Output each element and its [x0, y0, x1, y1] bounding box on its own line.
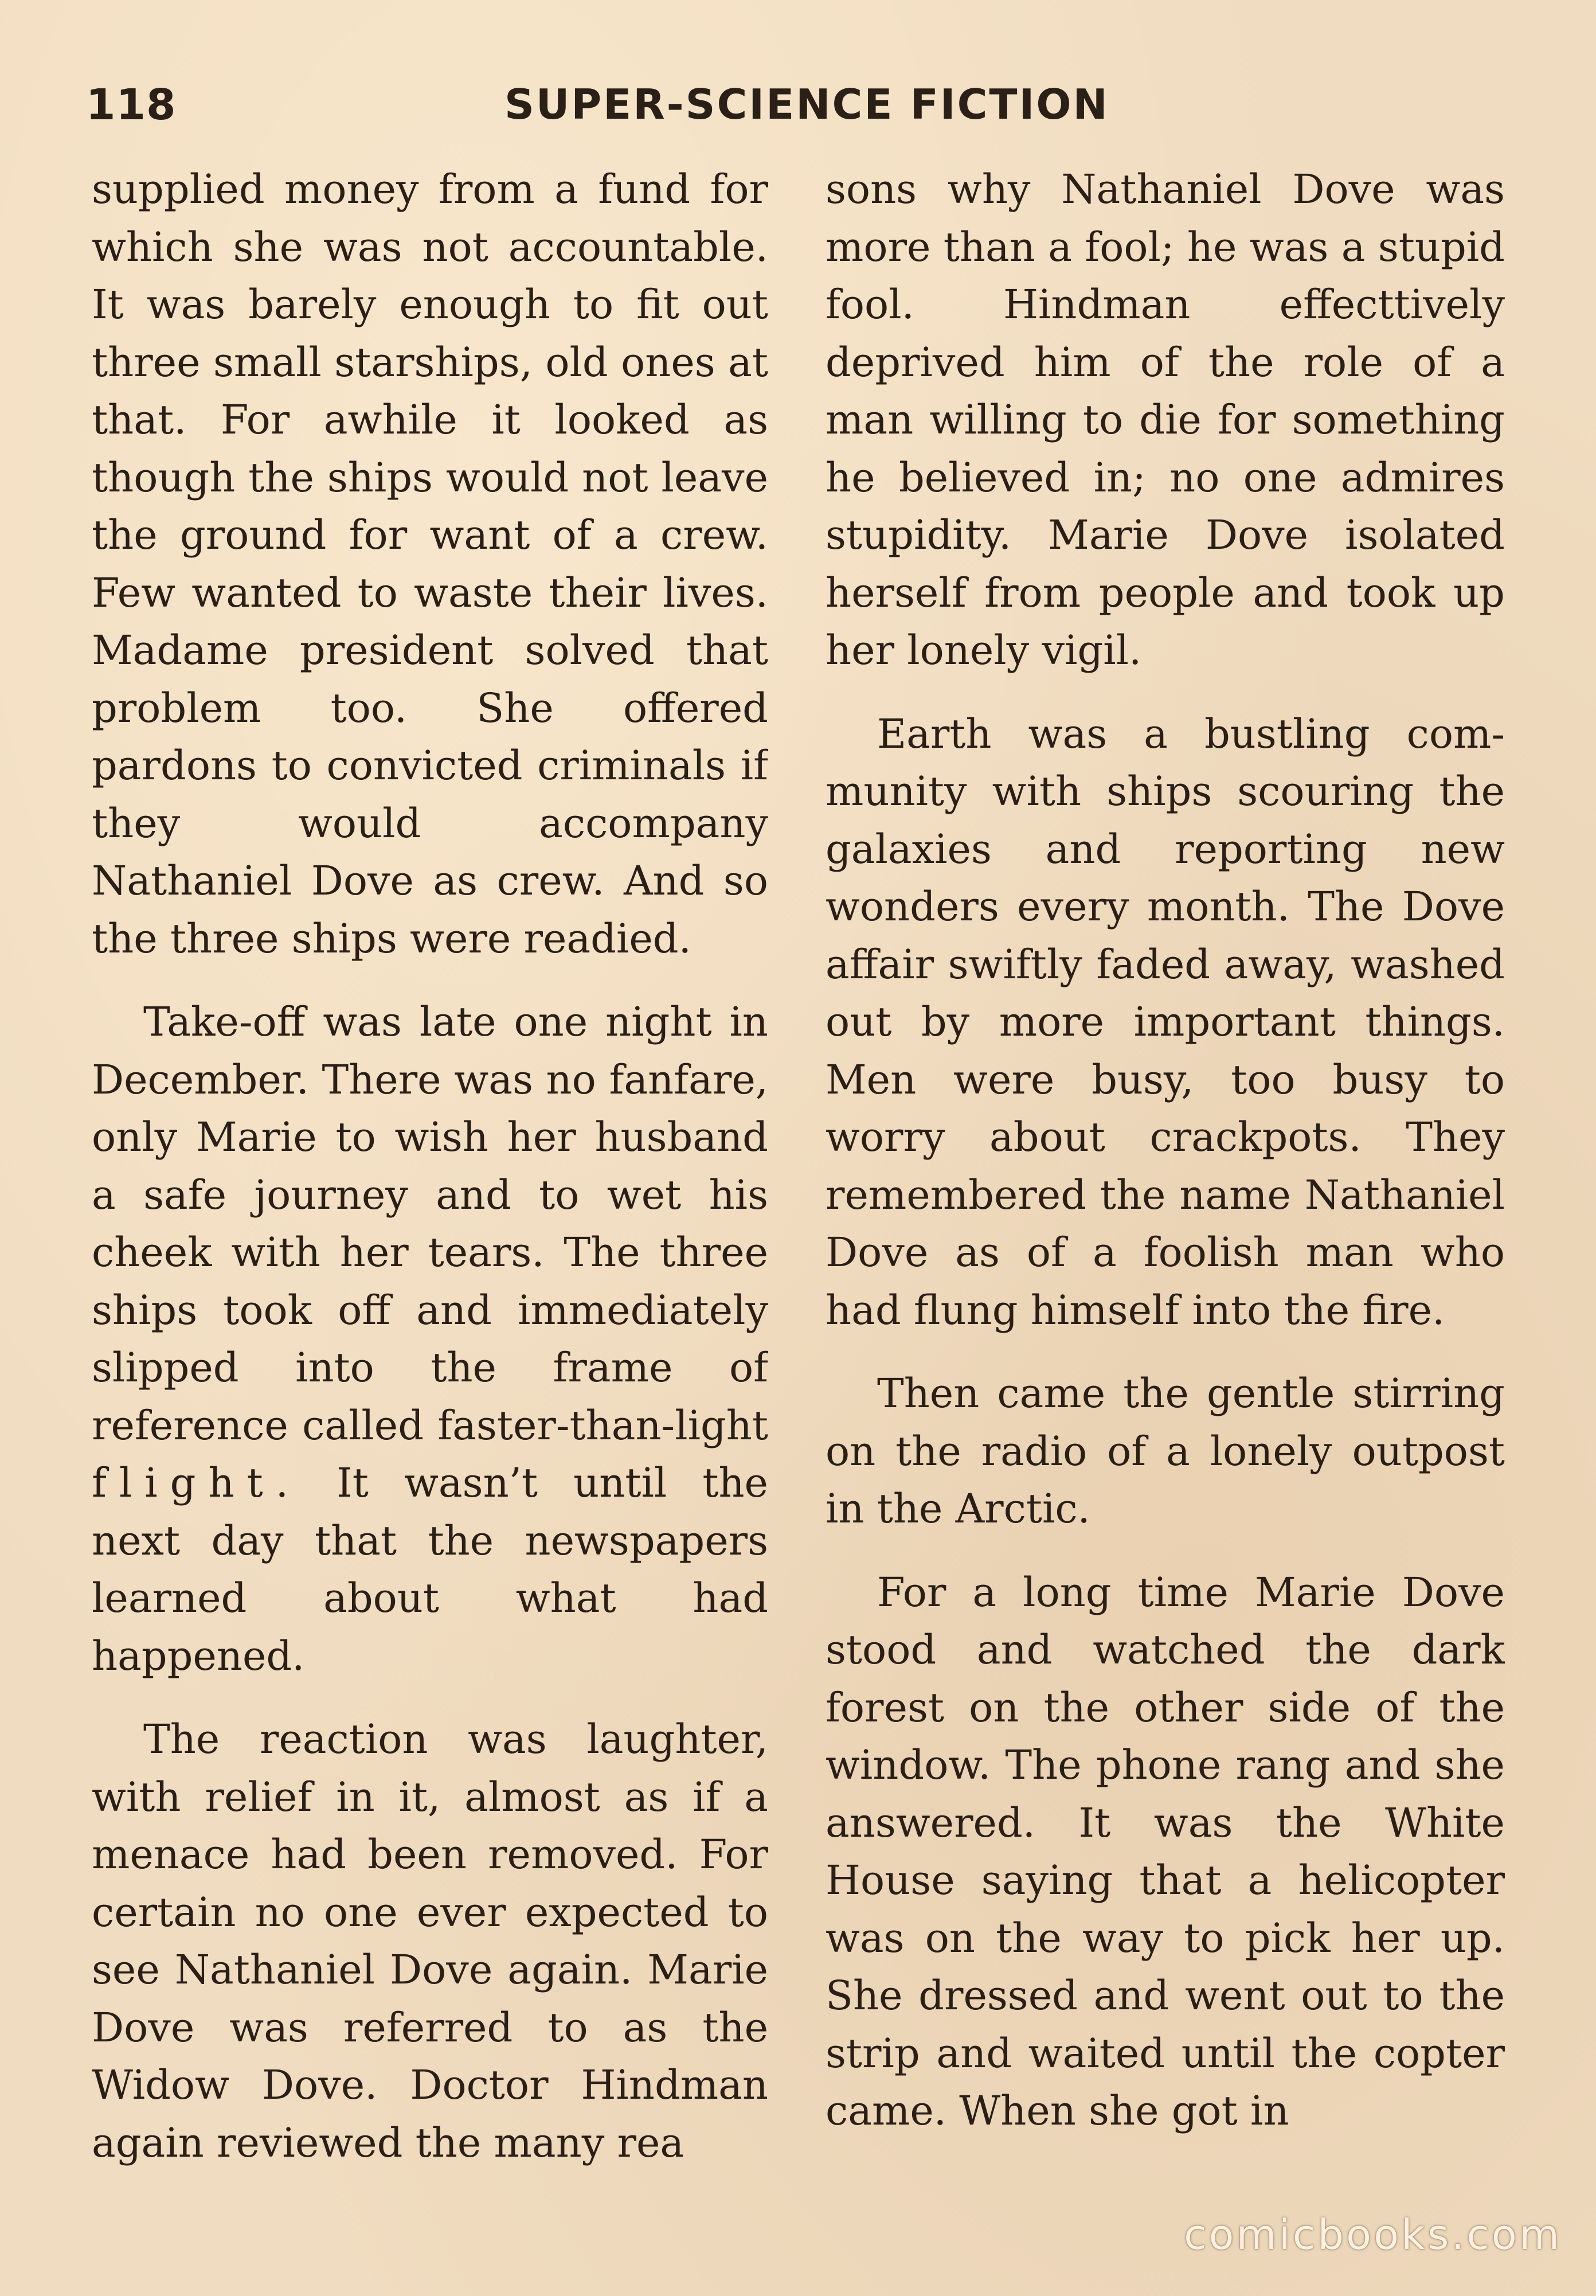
takeoff-spaced-word: flight.	[92, 1459, 301, 1506]
paragraph-radio-stirring: Then came the gentle stirring on the radio of a lonely outpost in the Arctic.	[826, 1370, 1505, 1532]
right-column	[826, 161, 1505, 2213]
running-head: SUPER-SCIENCE FICTION	[504, 80, 1109, 128]
left-column	[92, 161, 768, 2213]
page-number: 118	[86, 80, 177, 130]
paragraph-earth-bustling: Earth was a bustling community with ships scouring the galaxies and reporting new wonders every month. The Dove affair swiftly faded away, washed out by more important things. Men were busy, too busy to worry about crackpots. They remembered the name Nathaniel Dove as of a foolish man who had flung himself into the fire.	[826, 710, 1505, 1334]
watermark-logo: comicbooks.com	[1183, 2211, 1562, 2259]
paragraph-reaction: The reaction was laughter, with relief in it, almost as if a menace had been removed. For certain no one ever expected to see Nathaniel Dove again. Marie Dove was referred to as the Widow Dove. Doctor Hindman again reviewed the many rea	[92, 1716, 768, 2166]
takeoff-text-end: It wasn’t until the next day that the newspapers learned about what had happened.	[92, 1459, 768, 1680]
paragraph-marie-watching: For a long time Marie Dove stood and watched the dark forest on the other side of the window. The phone rang and she answered. It was the White House saying that a helicopter was on the way to pick her up. She dressed and went out to the strip and waited until the copter came. When she got in	[826, 1568, 1505, 2134]
paragraph-stupid-fool: sons why Nathaniel Dove was more than a fool; he was a stupid fool. Hindman effecttively deprived him of the role of a man willing to die for something he believed in; no one admires stupidity. Marie Dove isolated herself from people and took up her lonely vigil.	[826, 166, 1505, 674]
paragraph-takeoff	[92, 993, 768, 1685]
takeoff-text-start: Take-off was late one night in December. There was no fanfare, only Marie to wish her husband a safe journey and to wet his cheek with her tears. The three ships took off and immediately slipped into the frame of reference called faster-than-light	[92, 998, 768, 1449]
paragraph-funding: supplied money from a fund for which she was not accountable. It was barely enough to fit out three small starships, old ones at that. For awhile it looked as though the ships would not leave the ground for want of a crew. Few wanted to waste their lives. Madame president solved that problem too. She offered pardons to convicted criminals if they would accompany Nathaniel Dove as crew. And so the three ships were readied.	[92, 166, 768, 962]
